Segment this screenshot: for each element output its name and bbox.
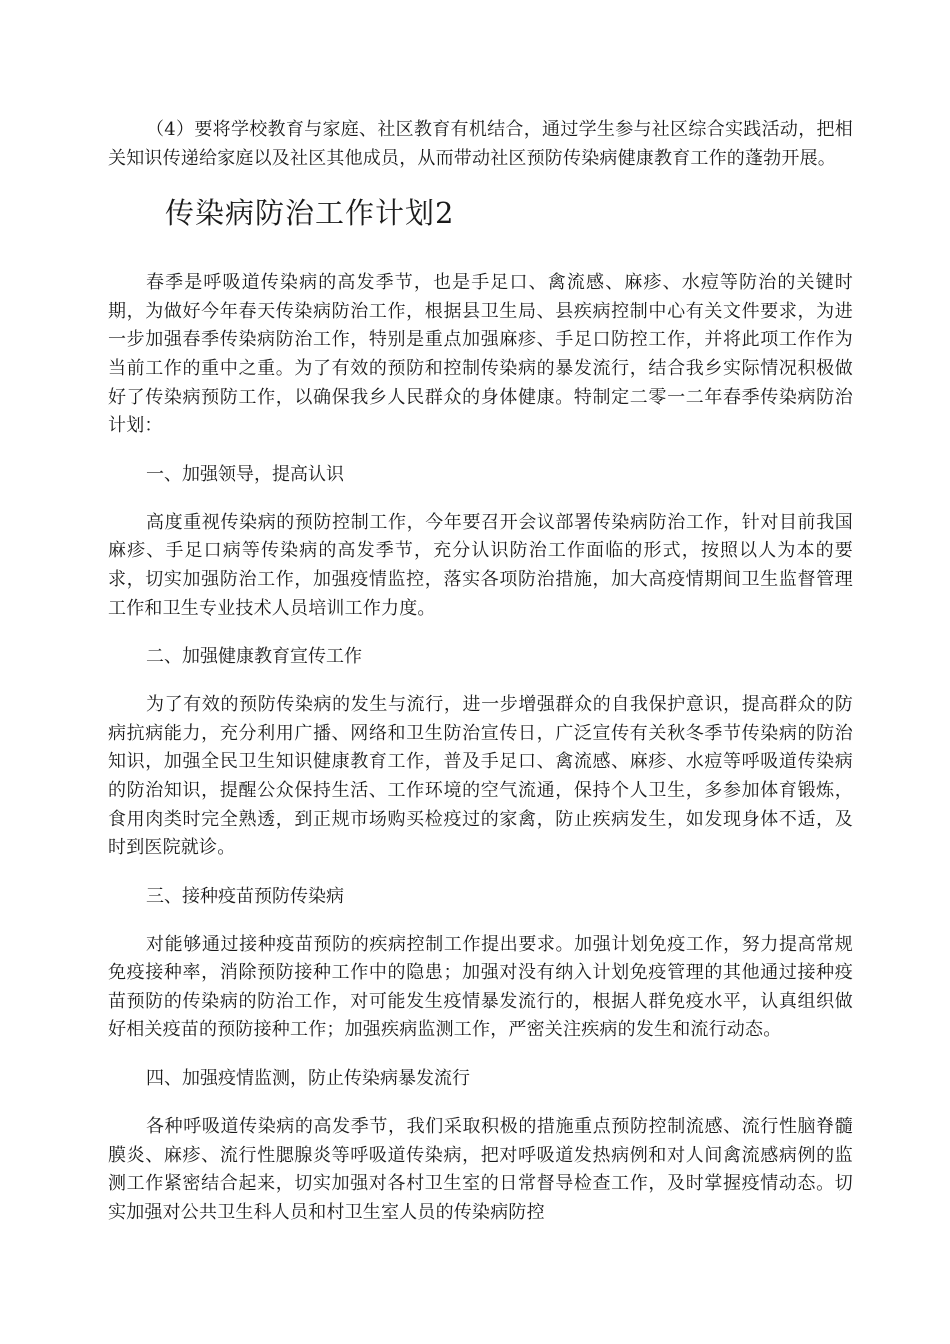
- body-paragraph: 为了有效的预防传染病的发生与流行，进一步增强群众的自我保护意识，提高群众的防病抗病能力，充分利用广播、网络和卫生防治宣传日，广泛宣传有关秋冬季节传染病的防治知识，加强全民卫生知识健康教育工作，普及手足口、禽流感、麻疹、水痘等呼吸道传染病的防治知识，提醒公众保持生活、工作环境的空气流通，保持个人卫生，多参加体育锻炼，食用肉类时完全熟透，到正规市场购买检疫过的家禽，防止疾病发生，如发现身体不适，及时到医院就诊。: [108, 694, 853, 859]
- section-heading: 三、接种疫苗预防传染病: [146, 885, 344, 907]
- body-paragraph: 对能够通过接种疫苗预防的疾病控制工作提出要求。加强计划免疫工作，努力提高常规免疫接种率，消除预防接种工作中的隐患；加强对没有纳入计划免疫管理的其他通过接种疫苗预防的传染病的防治工作，对可能发生疫情暴发流行的，根据人群免疫水平，认真组织做好相关疫苗的预防接种工作；加强疾病监测工作，严密关注疾病的发生和流行动态。: [108, 933, 853, 1041]
- intro-paragraph: （4）要将学校教育与家庭、社区教育有机结合，通过学生参与社区综合实践活动，把相关知识传递给家庭以及社区其他成员，从而带动社区预防传染病健康教育工作的蓬勃开展。: [108, 119, 853, 169]
- body-paragraph: 高度重视传染病的预防控制工作，今年要召开会议部署传染病防治工作，针对目前我国麻疹、手足口病等传染病的高发季节，充分认识防治工作面临的形式，按照以人为本的要求，切实加强防治工作，加强疫情监控，落实各项防治措施，加大高疫情期间卫生监督管理工作和卫生专业技术人员培训工作力度。: [108, 511, 853, 619]
- section-heading: 四、加强疫情监测，防止传染病暴发流行: [146, 1068, 470, 1090]
- section-heading: 一、加强领导，提高认识: [146, 463, 344, 485]
- document-body: [108, 116, 853, 1227]
- body-paragraph: 春季是呼吸道传染病的高发季节，也是手足口、禽流感、麻疹、水痘等防治的关键时期，为做好今年春天传染病防治工作，根据县卫生局、县疾病控制中心有关文件要求，为进一步加强春季传染病防治工作，特别是重点加强麻疹、手足口防控工作，并将此项工作作为当前工作的重中之重。为了有效的预防和控制传染病的暴发流行，结合我乡实际情况积极做好了传染病预防工作，以确保我乡人民群众的身体健康。特制定二零一二年春季传染病防治计划：: [108, 272, 853, 437]
- document-title: 传染病防治工作计划2: [165, 196, 455, 231]
- body-paragraph: 各种呼吸道传染病的高发季节，我们采取积极的措施重点预防控制流感、流行性脑脊髓膜炎、麻疹、流行性腮腺炎等呼吸道传染病，把对呼吸道发热病例和对人间禽流感病例的监测工作紧密结合起来，切实加强对各村卫生室的日常督导检查工作，及时掌握疫情动态。切实加强对公共卫生科人员和村卫生室人员的传染病防控: [108, 1116, 853, 1223]
- section-heading: 二、加强健康教育宣传工作: [146, 646, 362, 668]
